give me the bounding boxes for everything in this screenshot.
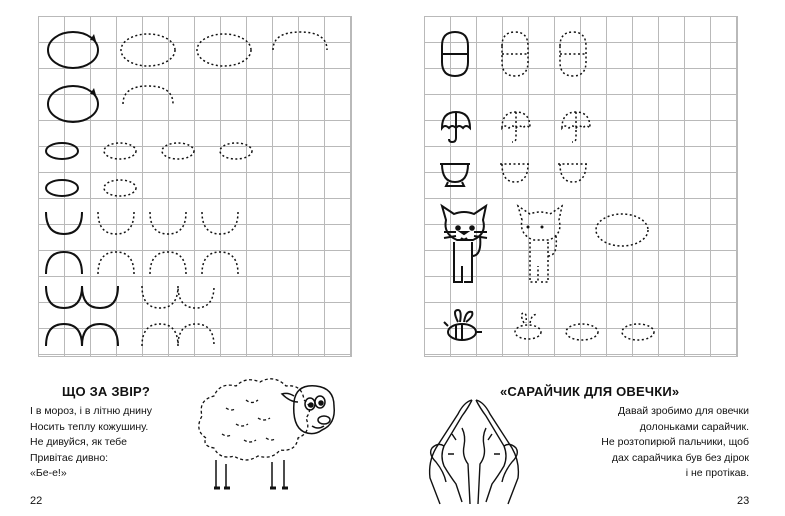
page-title: «САРАЙЧИК ДЛЯ ОВЕЧКИ» [500,384,680,399]
poem-line: «Бе-е!» [30,467,67,479]
tracing-grid-right [424,16,738,357]
trace-oval-solid [48,86,98,122]
right-page [392,0,785,516]
trace-arch-solid [46,324,118,346]
poem-line: Не розтопирюй пальчики, щоб [601,436,749,448]
trace-oval-solid [48,32,98,68]
poem-line: Привітає дивно: [30,451,109,464]
trace-arch-solid [46,286,118,308]
sheep-icon [186,368,346,496]
bee-icon [444,310,482,340]
poem-line: долоньками сарайчик. [639,420,749,433]
bowl-icon [440,164,470,186]
poem-line: Не дивуйся, як тебе [30,436,127,448]
left-page [0,0,392,516]
trace-arch-solid [46,252,82,274]
page-title: ЩО ЗА ЗВІР? [62,384,151,399]
tracing-exercises-right [424,16,737,356]
tracing-grid-left [38,16,352,357]
hands-roof-icon [422,394,526,506]
poem [601,404,749,482]
poem [30,404,152,482]
trace-capsule-solid [442,32,468,76]
umbrella-icon [442,112,470,142]
cat-icon [442,206,487,282]
tracing-exercises-left [38,16,351,356]
trace-oval-solid [46,143,78,159]
poem-line: Давай зробимо для овечки [618,405,749,417]
poem-line: і не протікав. [685,467,749,479]
poem-line: І в мороз, і в літню днину [30,405,153,417]
poem-line: Носить теплу кожушину. [30,420,149,433]
page-number: 22 [30,495,43,507]
trace-oval-solid [46,180,78,196]
trace-arch-solid [46,212,82,234]
page-number: 23 [737,495,750,507]
poem-line: дах сарайчика був без дірок [611,451,749,464]
